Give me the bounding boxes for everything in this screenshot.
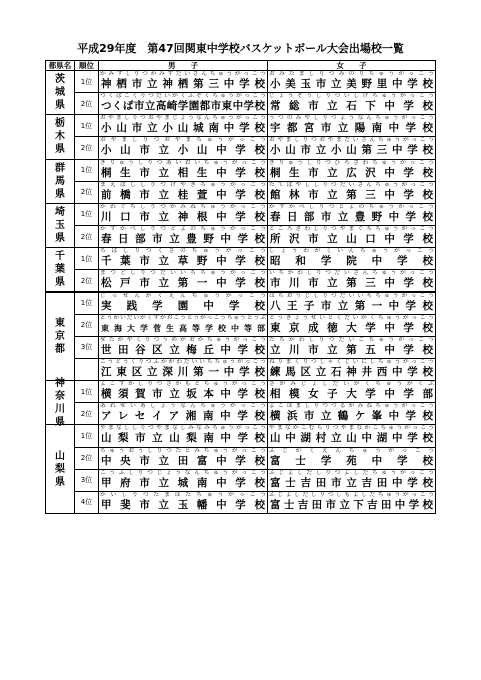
school-reading: こうとうくりつふかがわだいいちちゅうがっこう <box>100 358 266 365</box>
school-name: 桐生市立相生中学校 <box>101 166 265 179</box>
boys-school-cell <box>98 203 268 226</box>
girls-school-cell <box>267 336 436 359</box>
school-name: アレセイア湘南中学校 <box>101 410 265 423</box>
rank-cell: 3位 <box>74 469 99 492</box>
girls-school-cell <box>267 181 436 204</box>
girls-school-cell <box>267 491 436 514</box>
school-name: 世田谷区立梅丘中学校 <box>101 343 265 356</box>
school-name: 千葉市立草野中学校 <box>101 255 265 268</box>
school-reading: しょうわがくいんちゅうがっこう <box>269 248 434 255</box>
school-name: 宇都宮市立陽南中学校 <box>270 122 433 135</box>
school-reading: ふじがくえんちゅうがっこう <box>269 447 434 454</box>
boys-school-cell <box>98 314 268 337</box>
school-name: 東京成徳大学中学校 <box>270 321 433 334</box>
school-reading: こうふしりつじょうなんちゅうがっこう <box>100 469 266 476</box>
prefecture-cell <box>45 159 75 204</box>
school-name: 春日部市立豊野中学校 <box>270 210 433 223</box>
prefecture-cell <box>45 424 75 514</box>
school-name: 横須賀市立坂本中学校 <box>101 388 265 401</box>
rank-cell: 2位 <box>74 225 99 248</box>
rank-cell: 3位 <box>74 336 99 359</box>
school-reading: かわぐちしりつかみねちゅうがっこう <box>100 203 266 210</box>
rank-cell: 2位 <box>74 314 99 337</box>
rank-cell: 1位 <box>74 424 99 447</box>
rank-cell: 1位 <box>74 70 99 93</box>
rank-cell: 2位 <box>74 92 99 115</box>
school-reading: かみすしりつかみすだいさんちゅうがっこう <box>100 71 266 77</box>
girls-school-cell <box>267 203 436 226</box>
rank-cell <box>74 358 99 381</box>
school-reading: おやましりつおやまじょうなんちゅうがっこう <box>100 115 266 122</box>
girls-school-cell <box>267 424 436 447</box>
boys-school-cell <box>98 402 268 425</box>
girls-school-cell <box>267 292 436 315</box>
girls-school-cell <box>267 136 436 159</box>
rank-cell: 4位 <box>74 491 99 514</box>
school-reading: じっせんがくえんちゅうがっこう <box>100 292 266 299</box>
prefecture-cell <box>45 292 75 382</box>
school-name: 常総市立石下中学校 <box>270 100 433 113</box>
prefecture-cell <box>45 377 75 428</box>
school-reading: ふじよしだしりつよしだちゅうがっこう <box>269 469 434 476</box>
school-reading: うつのみやしりつようなんちゅうがっこう <box>269 115 434 122</box>
girls-school-cell <box>267 314 436 337</box>
school-name: 東海大学菅生高等学校中等部 <box>101 323 265 333</box>
school-name: 昭和学院中学校 <box>270 255 433 268</box>
school-reading: さがみじょしだいがくちゅうがくぶ <box>269 381 434 388</box>
school-reading: きりゅうしりつひろさわちゅうがっこう <box>269 159 434 166</box>
school-name: 江東区立深川第一中学校 <box>101 365 265 378</box>
school-reading: せたがやくりつうめがおかちゅうがっこう <box>100 336 266 343</box>
school-name: 横浜市立鶴ケ峯中学校 <box>270 410 433 423</box>
school-name: 山梨市立山梨南中学校 <box>101 432 265 445</box>
qualifier-table <box>45 60 436 576</box>
header-girls: 女 子 <box>267 60 436 71</box>
rank-cell: 1位 <box>74 247 99 270</box>
school-reading: たちかわしりつだいごちゅうがっこう <box>269 336 434 343</box>
school-name: 前橋市立桂萱中学校 <box>101 188 265 201</box>
girls-school-cell <box>267 380 436 403</box>
school-reading: つくばこくりつだいがくふぞくちゅうがっこう <box>100 93 266 100</box>
boys-school-cell <box>98 225 268 248</box>
prefecture-cell <box>45 114 75 159</box>
school-name: 山中湖村立山中湖中学校 <box>270 432 433 445</box>
school-name: 八王子市立第一中学校 <box>270 299 433 312</box>
header-boys: 男 子 <box>98 60 268 71</box>
prefecture-name: 茨城県 <box>55 74 65 112</box>
girls-school-cell <box>267 114 436 137</box>
rank-cell: 1位 <box>74 380 99 403</box>
school-name: 立川市立第五中学校 <box>270 343 433 356</box>
prefecture-name: 山梨県 <box>55 450 65 488</box>
boys-school-cell <box>98 181 268 204</box>
school-reading: おやましりつおやまちゅうがっこう <box>100 137 266 144</box>
girls-school-cell <box>267 247 436 270</box>
school-reading: かいしりつたまはたちゅうがっこう <box>100 491 266 498</box>
school-name: 小山市立小山中学校 <box>101 144 265 157</box>
school-name: 小美玉市立美野里中学校 <box>270 78 433 90</box>
prefecture-name: 群馬県 <box>55 162 65 200</box>
boys-school-cell <box>98 491 268 514</box>
school-reading: たてばやししりつだいさんちゅうがっこう <box>269 181 434 188</box>
boys-school-cell <box>98 380 268 403</box>
school-reading: とうきょうせいとくだいがくちゅうがっこう <box>269 314 434 321</box>
school-reading: ねりまくりつしゃくじいにしちゅうがっこう <box>269 358 434 365</box>
page-title: 平成29年度 第47回関東中学校バスケットボール大会出場校一覧 <box>77 42 404 55</box>
school-reading: とうかいだいがくすがおこうとうがっこうちゅうとうぶ <box>100 314 266 321</box>
school-reading: いちかわしりつだいさんちゅうがっこう <box>269 270 434 277</box>
school-reading: やまなかこむらりつやまなかこちゅうがっこう <box>269 425 434 432</box>
school-name: 相模女子大学中学部 <box>270 388 433 401</box>
prefecture-cell <box>45 247 75 292</box>
school-reading: よこすかしりつさかもとちゅうがっこう <box>100 381 266 388</box>
girls-school-cell <box>267 70 436 93</box>
school-reading: おやましりつおやまだいさんちゅうがっこう <box>269 137 434 144</box>
header-rank: 順位 <box>74 60 99 71</box>
school-name: 川口市立神根中学校 <box>101 210 265 223</box>
boys-school-cell <box>98 358 268 381</box>
boys-school-cell <box>98 336 268 359</box>
girls-school-cell <box>267 402 436 425</box>
school-reading: きりゅうしりつあいおいちゅうがっこう <box>100 159 266 166</box>
school-reading: まつどしりつだいいちちゅうがっこう <box>100 270 266 277</box>
school-name: 中央市立田富中学校 <box>101 454 265 467</box>
school-name: 小山市立小山第三中学校 <box>270 144 433 157</box>
prefecture-cell <box>45 203 75 248</box>
girls-school-cell <box>267 92 436 115</box>
boys-school-cell <box>98 114 268 137</box>
school-name: 小山市立小山城南中学校 <box>101 122 265 135</box>
rank-cell: 2位 <box>74 269 99 292</box>
school-reading: あれせいあしょうなんちゅうがっこう <box>100 403 266 410</box>
school-reading: まえばししりつけやきちゅうがっこう <box>100 181 266 188</box>
rank-cell: 1位 <box>74 159 99 182</box>
boys-school-cell <box>98 159 268 182</box>
school-name: 神栖市立神栖第三中学校 <box>101 78 265 90</box>
school-name: 市川市立第三中学校 <box>270 277 433 290</box>
boys-school-cell <box>98 469 268 492</box>
rank-cell: 2位 <box>74 136 99 159</box>
school-reading: かすかべしりつとよのちゅうがっこう <box>269 203 434 210</box>
rank-cell: 1位 <box>74 203 99 226</box>
school-name: 甲府市立城南中学校 <box>101 476 265 489</box>
girls-school-cell <box>267 358 436 381</box>
school-name: 館林市立第三中学校 <box>270 188 433 201</box>
header-pref: 都県名 <box>45 60 75 71</box>
school-name: つくば市立高崎学園都市東中学校 <box>101 100 265 113</box>
rank-cell: 1位 <box>74 292 99 315</box>
rank-cell: 2位 <box>74 447 99 470</box>
prefecture-name: 埼玉県 <box>55 207 65 245</box>
prefecture-name: 神奈川県 <box>55 377 65 428</box>
school-name: 実践学園中学校 <box>101 299 265 312</box>
school-name: 富士吉田市立下吉田中学校 <box>270 498 433 511</box>
school-name: 春日部市立豊野中学校 <box>101 233 265 246</box>
school-reading: ちゅうおうしりつたとみちゅうがっこう <box>100 447 266 454</box>
school-reading: かすかべしりつとよのちゅうがっこう <box>100 226 266 233</box>
rank-cell: 2位 <box>74 181 99 204</box>
boys-school-cell <box>98 269 268 292</box>
girls-school-cell <box>267 269 436 292</box>
school-name: 所沢市立山口中学校 <box>270 233 433 246</box>
boys-school-cell <box>98 92 268 115</box>
school-name: 練馬区立石神井西中学校 <box>270 365 433 378</box>
school-reading: ふじよしだしりつしもよしだちゅうがっこう <box>269 491 434 498</box>
prefecture-name: 千葉県 <box>55 251 65 289</box>
boys-school-cell <box>98 424 268 447</box>
prefecture-cell <box>45 70 75 115</box>
school-reading: はちおうじしりつだいいちちゅうがっこう <box>269 292 434 299</box>
girls-school-cell <box>267 159 436 182</box>
school-reading: じょうそうしりついしげちゅうがっこう <box>269 93 434 100</box>
school-name: 富士吉田市立吉田中学校 <box>270 476 433 489</box>
school-name: 松戸市立第一中学校 <box>101 277 265 290</box>
rank-cell: 1位 <box>74 114 99 137</box>
school-reading: ところざわしりつやまぐちちゅうがっこう <box>269 226 434 233</box>
school-reading: おみたましりつみのりちゅうがっこう <box>269 71 434 77</box>
school-name: 甲斐市立玉幡中学校 <box>101 498 265 511</box>
school-reading: やまなししりつやまなしみなみちゅうがっこう <box>100 425 266 432</box>
school-reading: ちばしりつくさのちゅうがっこう <box>100 248 266 255</box>
boys-school-cell <box>98 70 268 93</box>
prefecture-name: 栃木県 <box>55 118 65 156</box>
boys-school-cell <box>98 292 268 315</box>
boys-school-cell <box>98 247 268 270</box>
boys-school-cell <box>98 136 268 159</box>
girls-school-cell <box>267 225 436 248</box>
boys-school-cell <box>98 447 268 470</box>
school-reading: よこはましりつつるがみねちゅうがっこう <box>269 403 434 410</box>
prefecture-name: 東京都 <box>55 317 65 355</box>
rank-cell: 2位 <box>74 402 99 425</box>
school-name: 桐生市立広沢中学校 <box>270 166 433 179</box>
girls-school-cell <box>267 469 436 492</box>
girls-school-cell <box>267 447 436 470</box>
school-name: 富士学苑中学校 <box>270 454 433 467</box>
